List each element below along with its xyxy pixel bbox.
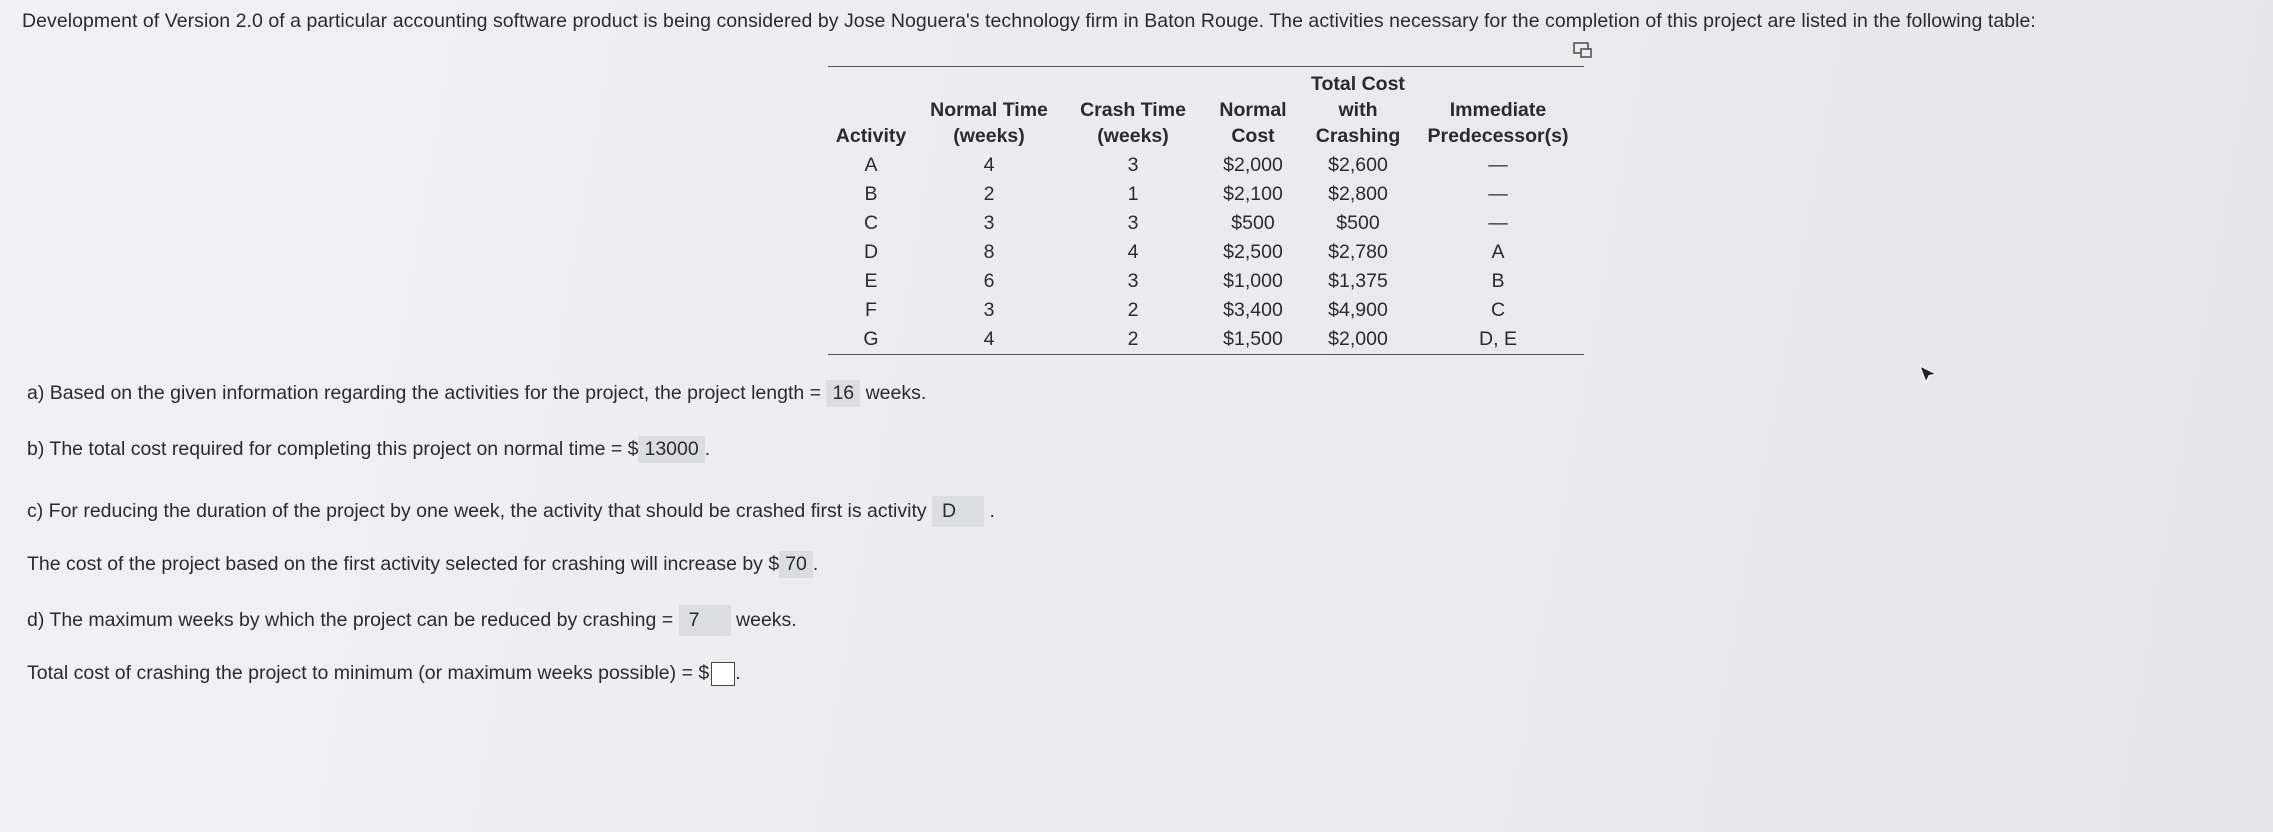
cell-normal-time: 3 [983,299,995,321]
question-c-cost: The cost of the project based on the first activity selected for crashing will increase by $ 70 . [27,551,818,578]
answer-d-field[interactable]: 7 [679,605,731,636]
cell-normal-cost: $3,400 [1223,299,1283,321]
question-b: b) The total cost required for completing this project on normal time = $ 13000 . [27,436,710,463]
header-normal-cost: Normal Cost [1219,99,1287,147]
cell-normal-time: 6 [983,270,995,292]
cell-normal-time: 8 [983,241,995,263]
cell-activity: G [863,328,879,350]
cell-predecessor: — [1488,183,1508,205]
cell-predecessor: B [1491,270,1505,292]
cell-predecessor: D, E [1479,328,1517,350]
cell-normal-cost: $2,500 [1223,241,1283,263]
answer-d-total-cost-input[interactable] [711,662,735,686]
cell-crash-cost: $1,375 [1328,270,1388,292]
cell-normal-time: 3 [983,212,995,234]
cell-crash-time: 1 [1127,183,1139,205]
expand-table-icon[interactable] [1572,40,1594,60]
header-crash-time: Crash Time (weeks) [1080,99,1186,147]
cell-normal-time: 2 [983,183,995,205]
activity-table [828,66,1584,355]
header-activity: Activity [835,125,907,147]
cell-crash-time: 3 [1127,212,1139,234]
cell-crash-cost: $4,900 [1328,299,1388,321]
cell-activity: F [865,299,877,321]
question-a: a) Based on the given information regarding the activities for the project, the project length = 16 weeks. [27,380,926,407]
cell-crash-time: 2 [1127,299,1139,321]
cell-activity: E [864,270,878,292]
table-row [828,325,1584,355]
answer-c-field[interactable]: D [932,496,984,527]
cell-normal-cost: $2,100 [1223,183,1283,205]
cell-crash-time: 3 [1127,154,1139,176]
cell-crash-time: 2 [1127,328,1139,350]
cell-crash-time: 4 [1127,241,1139,263]
answer-c-cost-field[interactable]: 70 [779,551,813,578]
cell-normal-cost: $500 [1231,212,1275,234]
problem-intro: Development of Version 2.0 of a particular accounting software product is being considered by Jose Noguera's technology firm in Baton Rouge. The activities necessary for the completion of this project are listed in the following table: [22,10,2036,32]
cell-crash-cost: $500 [1336,212,1380,234]
cell-crash-cost: $2,800 [1328,183,1388,205]
table-row [828,209,1584,238]
header-predecessors: Immediate Predecessor(s) [1427,99,1569,147]
question-c: c) For reducing the duration of the project by one week, the activity that should be crashed first is activity D . [27,496,995,527]
cell-crash-time: 3 [1127,270,1139,292]
header-total-cost-crashing: Total Cost with Crashing [1311,73,1405,147]
question-d: d) The maximum weeks by which the project can be reduced by crashing = 7 weeks. [27,605,797,636]
table-row [828,296,1584,325]
cell-predecessor: A [1491,241,1505,263]
table-row [828,238,1584,267]
cell-normal-cost: $2,000 [1223,154,1283,176]
cell-activity: A [864,154,878,176]
table-row [828,180,1584,209]
header-normal-time: Normal Time (weeks) [930,99,1048,147]
cell-crash-cost: $2,780 [1328,241,1388,263]
cell-activity: C [863,212,879,234]
cell-normal-time: 4 [983,154,995,176]
activity-table-container [828,66,1584,355]
answer-a-field[interactable]: 16 [826,380,860,407]
cell-activity: D [863,241,879,263]
table-header-row [828,67,1584,152]
answer-b-field[interactable]: 13000 [638,436,704,463]
cell-activity: B [864,183,878,205]
cell-crash-cost: $2,600 [1328,154,1388,176]
table-row [828,267,1584,296]
cell-normal-cost: $1,000 [1223,270,1283,292]
question-d-total-cost: Total cost of crashing the project to minimum (or maximum weeks possible) = $ . [27,662,741,685]
cell-predecessor: — [1488,154,1508,176]
cell-crash-cost: $2,000 [1328,328,1388,350]
cell-predecessor: C [1490,299,1506,321]
table-row [828,151,1584,180]
cell-predecessor: — [1488,212,1508,234]
cell-normal-cost: $1,500 [1223,328,1283,350]
cell-normal-time: 4 [983,328,995,350]
